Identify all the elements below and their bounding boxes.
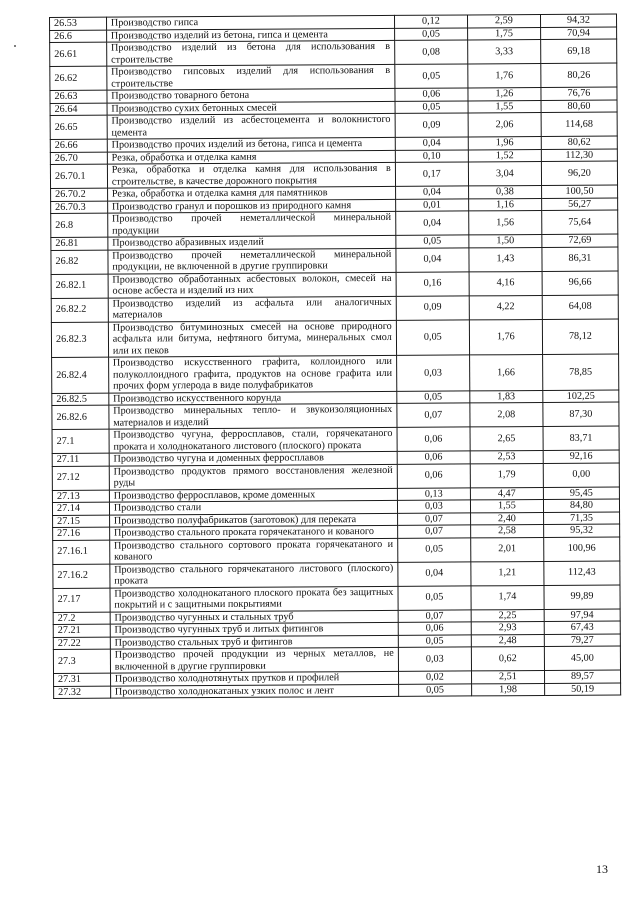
cell-v1: 0,03 [398,647,471,671]
cell-v2: 2,40 [470,512,543,525]
cell-v1: 0,07 [398,609,471,622]
table-row [51,247,618,274]
cell-v2: 1,66 [469,354,542,390]
cell-v2: 2,51 [471,670,544,683]
cell-v1: 0,07 [397,403,470,427]
cell-name: Производство прочей продукции из черных металлов, не включенной в другие группировки [110,647,398,673]
cell-code: 27.14 [52,502,109,515]
cell-v2: 2,58 [470,524,543,537]
cell-v3: 72,69 [542,234,618,247]
cell-name: Производство изделий из асбестоцемента и волокнистого цемента [107,113,395,139]
cell-v1: 0,05 [398,585,471,609]
cell-code: 26.70 [50,152,107,165]
table-row [51,319,618,358]
cell-name: Производство стального сортового проката горячекатаного и кованого [109,538,397,564]
cell-v2: 1,21 [471,561,544,585]
cell-name: Производство изделий из асфальта или аналогичных материалов [108,296,396,322]
table-row [53,561,620,588]
indicator-table [49,14,621,699]
cell-name: Резка, обработка и отделка камня для использования в строительстве, в качестве дорожного покрытия [107,162,395,188]
cell-code: 27.31 [54,673,111,686]
cell-v3: 100,96 [544,537,620,561]
cell-v2: 1,76 [468,63,541,87]
cell-v1: 0,05 [397,390,470,403]
cell-name: Резка, обработка и отделка камня для памятников [107,186,395,200]
cell-v2: 1,79 [470,463,543,487]
cell-v2: 1,50 [469,234,542,247]
cell-v3: 70,94 [540,27,616,40]
cell-name: Производство изделий из бетона для использования в строительстве [106,40,394,66]
cell-name: Производство полуфабрикатов (заготовок) для переката [109,513,397,527]
cell-name: Производство стального горячекатаного листового (плоского) проката [110,562,398,588]
cell-v3: 95,45 [543,487,619,500]
cell-code: 26.81 [51,237,108,250]
cell-v3: 92,16 [543,450,619,463]
cell-code: 27.16.2 [53,564,110,588]
cell-name: Производство холоднокатаного плоского проката без защитных покрытий и с защитными покрытиями [110,586,398,612]
table-row [52,354,619,393]
cell-code: 26.61 [50,42,107,66]
cell-v1: 0,16 [396,271,469,295]
cell-name: Производство абразивных изделий [108,235,396,249]
cell-code: 26.70.2 [51,188,108,201]
cell-v3: 67,43 [544,621,620,634]
cell-v1: 0,06 [397,427,470,451]
cell-name: Производство холоднотянутых прутков и профилей [110,671,398,685]
table-row [53,585,620,612]
cell-code: 27.3 [53,649,110,673]
cell-name: Производство искусственного графита, коллоидного или полуколлоидного графита, продуктов на основе графита или прочих форм углерода в виде полуфабрикатов [108,355,396,392]
cell-v1: 0,06 [397,451,470,464]
cell-code: 26.62 [50,66,107,90]
cell-v3: 80,60 [541,100,617,113]
cell-name: Производство чугунных труб и литых фитингов [110,622,398,636]
cell-v2: 1,75 [467,27,540,40]
cell-name: Производство прочей неметаллической минеральной продукции [107,211,395,237]
cell-name: Производство чугуна, ферросплавов, стали, горячекатаного проката и холоднокатаного листового (плоского) проката [109,427,397,453]
cell-v2: 0,38 [468,185,541,198]
cell-v3: 69,18 [541,39,617,63]
cell-v3: 83,71 [543,426,619,450]
cell-name: Производство минеральных тепло- и звукоизоляционных материалов и изделий [109,403,397,429]
cell-v1: 0,05 [394,27,467,40]
cell-v3: 79,27 [544,634,620,647]
table-row [50,63,617,90]
cell-v3: 84,80 [543,499,619,512]
cell-v3: 87,30 [543,402,619,426]
cell-v3: 96,66 [542,271,618,295]
cell-v3: 0,00 [543,463,619,487]
cell-v3: 80,26 [541,63,617,87]
cell-name: Производство стального проката горячекатаного и кованого [109,525,397,539]
cell-v3: 76,76 [541,87,617,100]
cell-code: 26.82 [51,250,108,274]
cell-v3: 86,31 [542,247,618,271]
cell-v1: 0,09 [396,295,469,319]
cell-v1: 0,05 [398,634,471,647]
cell-v1: 0,05 [396,319,469,355]
cell-code: 26.53 [50,17,107,30]
cell-name: Производство битуминозных смесей на основе природного асфальта или битума, нефтяного битума, минеральных смол или их пеков [108,320,396,357]
cell-v2: 1,26 [468,87,541,100]
cell-name: Производство стали [109,500,397,514]
cell-code: 26.6 [50,30,107,43]
table-row [50,112,617,139]
cell-v1: 0,08 [395,40,468,64]
cell-code: 26.70.1 [50,164,107,188]
cell-v2: 1,56 [469,210,542,234]
cell-code: 27.13 [52,490,109,503]
cell-v2: 1,55 [468,100,541,113]
table-row [51,295,618,322]
cell-v2: 1,55 [470,499,543,512]
cell-code: 27.11 [52,453,109,466]
cell-v2: 0,62 [471,646,544,670]
cell-code: 27.15 [53,515,110,528]
cell-v1: 0,06 [397,463,470,487]
cell-v1: 0,04 [398,561,471,585]
cell-v1: 0,12 [394,15,467,28]
cell-name: Производство стальных труб и фитингов [110,635,398,649]
cell-v1: 0,03 [396,355,469,391]
cell-name: Производство чугунных и стальных труб [110,610,398,624]
cell-v1: 0,04 [396,211,469,235]
page-number: 13 [596,862,608,876]
cell-code: 27.21 [53,624,110,637]
cell-v1: 0,02 [398,671,471,684]
cell-code: 26.82.3 [51,322,108,358]
cell-v1: 0,17 [395,162,468,186]
cell-code: 27.16.1 [53,540,110,564]
cell-v1: 0,04 [395,137,468,150]
cell-v3: 89,57 [544,670,620,683]
cell-name: Производство чугуна и доменных ферросплавов [109,451,397,465]
cell-name: Производство изделий из бетона, гипса и цемента [106,28,394,42]
cell-name: Производство продуктов прямого восстановления железной руды [109,464,397,490]
table-row [53,646,620,673]
cell-code: 26.64 [50,103,107,116]
cell-v1: 0,03 [397,500,470,513]
cell-v2: 4,16 [469,271,542,295]
cell-code: 26.70.3 [51,201,108,214]
cell-v2: 3,33 [468,39,541,63]
cell-v1: 0,09 [395,113,468,137]
cell-v1: 0,04 [396,247,469,271]
cell-v3: 94,32 [540,14,616,27]
cell-v3: 75,64 [542,210,618,234]
cell-v3: 114,68 [541,112,617,136]
cell-v3: 95,32 [543,524,619,537]
cell-v2: 2,06 [468,112,541,136]
cell-v2: 2,93 [471,621,544,634]
cell-code: 26.63 [50,90,107,103]
cell-code: 26.8 [51,213,108,237]
cell-v3: 78,12 [542,319,618,355]
cell-name: Производство холоднокатаных узких полос и лент [110,684,398,698]
cell-code: 27.16 [53,527,110,540]
cell-code: 26.82.4 [52,357,109,393]
cell-name: Производство искусственного корунда [109,391,397,405]
table-row [50,39,617,66]
cell-v2: 4,47 [470,487,543,500]
cell-v3: 50,19 [544,683,620,696]
cell-v1: 0,06 [395,88,468,101]
cell-v2: 1,52 [468,149,541,162]
scan-speck [14,45,16,47]
cell-name: Производство гранул и порошков из природного камня [107,199,395,213]
cell-v3: 80,62 [541,136,617,149]
cell-name: Производство гипса [106,15,394,29]
cell-name: Производство гипсовых изделий для использования в строительстве [107,64,395,90]
cell-v3: 97,94 [544,609,620,622]
cell-v2: 1,83 [470,390,543,403]
cell-v2: 1,76 [469,319,542,355]
cell-name: Производство товарного бетона [107,88,395,102]
cell-code: 26.82.6 [52,405,109,429]
cell-code: 27.22 [53,637,110,650]
cell-code: 27.32 [54,686,111,699]
cell-v2: 2,25 [471,609,544,622]
cell-code: 27.2 [53,612,110,625]
cell-v1: 0,05 [395,100,468,113]
cell-name: Производство ферросплавов, кроме доменных [109,488,397,502]
table-row [52,463,619,490]
cell-v2: 2,48 [471,634,544,647]
cell-v2: 4,22 [469,295,542,319]
cell-name: Резка, обработка и отделка камня [107,150,395,164]
cell-v1: 0,05 [395,64,468,88]
cell-v1: 0,01 [395,198,468,211]
cell-name: Производство сухих бетонных смесей [107,101,395,115]
cell-code: 27.12 [52,466,109,490]
cell-code: 26.66 [50,139,107,152]
cell-name: Производство прочей неметаллической минеральной продукции, не включенной в другие группировки [108,248,396,274]
cell-v2: 1,16 [468,198,541,211]
cell-v1: 0,07 [397,512,470,525]
cell-name: Производство прочих изделий из бетона, гипса и цемента [107,137,395,151]
cell-v2: 1,43 [469,247,542,271]
cell-v3: 112,30 [541,149,617,162]
cell-code: 26.82.2 [51,298,108,322]
cell-v2: 1,96 [468,136,541,149]
cell-v1: 0,13 [397,487,470,500]
cell-v3: 96,20 [541,161,617,185]
cell-v3: 102,25 [543,390,619,403]
cell-code: 27.17 [53,588,110,612]
table-body [50,14,621,698]
table-row [52,426,619,453]
cell-v1: 0,06 [398,622,471,635]
cell-v2: 2,08 [470,402,543,426]
cell-v1: 0,04 [395,186,468,199]
cell-code: 27.1 [52,429,109,453]
cell-v3: 99,89 [544,585,620,609]
cell-v1: 0,10 [395,149,468,162]
cell-code: 26.82.1 [51,274,108,298]
cell-v2: 2,01 [471,537,544,561]
cell-v2: 2,65 [470,426,543,450]
table-row [52,402,619,429]
cell-v2: 2,59 [467,14,540,27]
cell-v1: 0,07 [397,525,470,538]
cell-v2: 1,74 [471,585,544,609]
cell-v3: 64,08 [542,295,618,319]
table-row [53,537,620,564]
cell-v3: 78,85 [542,354,618,390]
cell-v1: 0,05 [396,235,469,248]
cell-v3: 112,43 [544,561,620,585]
cell-name: Производство обработанных асбестовых волокон, смесей на основе асбеста и изделий из них [108,272,396,298]
cell-v1: 0,05 [398,683,471,696]
cell-code: 26.82.5 [52,393,109,406]
cell-v2: 1,98 [471,683,544,696]
table-row [51,210,618,237]
cell-code: 26.65 [50,115,107,139]
cell-v3: 100,50 [541,185,617,198]
table-row [51,271,618,298]
cell-v1: 0,05 [398,537,471,561]
cell-v3: 56,27 [542,198,618,211]
table-row [50,161,617,188]
cell-v2: 3,04 [468,161,541,185]
cell-v3: 45,00 [544,646,620,670]
cell-v2: 2,53 [470,450,543,463]
cell-v3: 71,35 [543,512,619,525]
